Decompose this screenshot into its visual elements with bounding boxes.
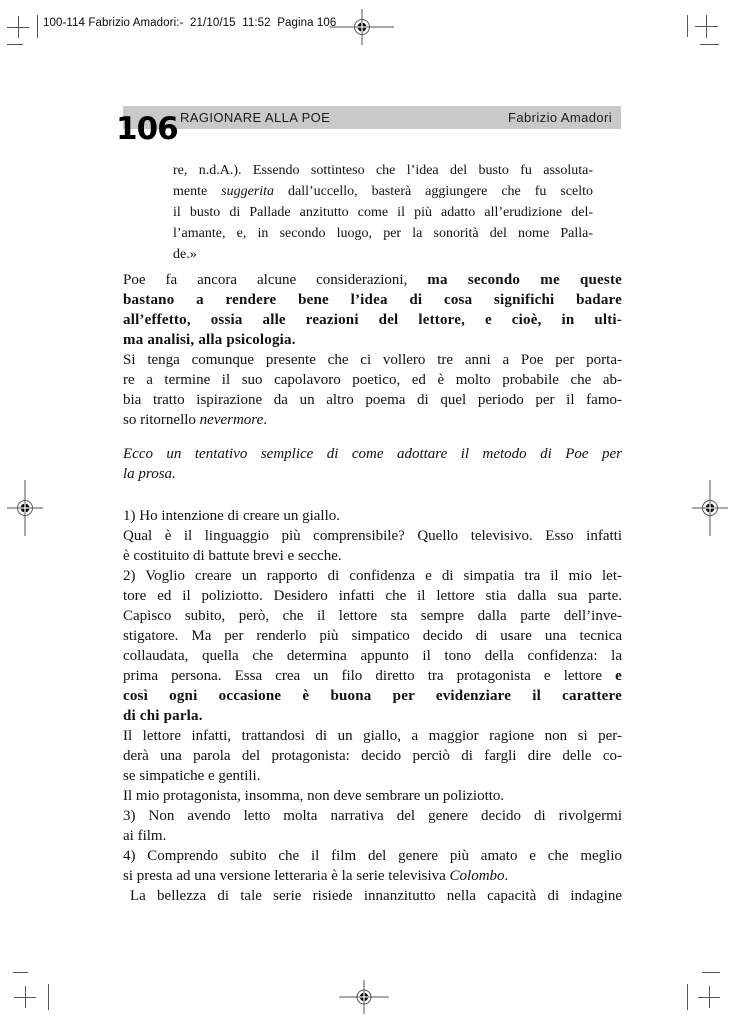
text-line: de.» xyxy=(173,247,197,262)
crop-mark-line xyxy=(13,972,28,973)
text-line: 1) Ho intenzione di creare un giallo. xyxy=(123,508,341,524)
text-line: bastano a rendere bene l’idea di cosa significhi badare xyxy=(123,292,622,308)
text-line: La bellezza di tale serie risiede innanzitutto nella capacità di indagine xyxy=(130,888,622,904)
text-line: si presta ad una versione letteraria è la serie televisiva Colombo. xyxy=(123,868,509,884)
body-text xyxy=(123,270,622,906)
text-line: mente suggerita dall’uccello, basterà aggiungere che fu scelto xyxy=(173,184,593,199)
crop-mark-slug-trim-line xyxy=(37,15,38,38)
crop-mark-line xyxy=(25,986,26,1008)
text-line: Il lettore infatti, trattandosi di un giallo, a maggior ragione non si per- xyxy=(123,728,622,744)
text-line: è costituito di battute brevi e secche. xyxy=(123,548,342,564)
text-line: derà una parola del protagonista: decido perciò di fargli dire delle co- xyxy=(123,748,622,764)
crop-mark-line xyxy=(709,986,710,1008)
text-line: 3) Non avendo letto molta narrativa del genere decido di rivolgermi xyxy=(123,808,622,824)
text-line: re a termine il suo capolavoro poetico, ed è molto probabile che ab- xyxy=(123,372,622,388)
slug-line: 100-114 Fabrizio Amadori:- 21/10/15 11:52 Pagina 106 xyxy=(43,17,337,29)
text-line: Ecco un tentativo semplice di come adottare il metodo di Poe per xyxy=(123,446,622,462)
registration-mark-right-middle-icon xyxy=(688,480,732,536)
running-header-bar xyxy=(123,106,621,129)
crop-mark-line xyxy=(687,984,688,1010)
page-number: 106 xyxy=(116,111,178,147)
text-line: l’amante, e, in secondo luogo, per la sonorità del nome Palla- xyxy=(173,226,593,241)
text-line: 2) Voglio creare un rapporto di confidenza e di simpatia tra il mio let- xyxy=(123,568,622,584)
text-line: di chi parla. xyxy=(123,708,203,724)
block-quote xyxy=(173,160,593,265)
blank-line xyxy=(123,484,622,506)
registration-mark-bottom-center-icon xyxy=(339,977,389,1017)
crop-mark-line xyxy=(18,16,19,38)
crop-mark-line xyxy=(702,972,720,973)
text-line: re, n.d.A.). Essendo sottinteso che l’idea del busto fu assoluta- xyxy=(173,163,593,178)
crop-mark-line xyxy=(706,15,707,38)
text-line: ma analisi, alla psicologia. xyxy=(123,332,296,348)
registration-mark-left-middle-icon xyxy=(3,480,47,536)
crop-mark-line xyxy=(7,44,23,45)
text-line: Capisco subito, però, che il lettore sta sempre dalla parte dell’inve- xyxy=(123,608,622,624)
crop-mark-line xyxy=(687,15,688,37)
text-line: Poe fa ancora alcune considerazioni, ma secondo me queste xyxy=(123,272,622,288)
text-line: così ogni occasione è buona per evidenziare il carattere xyxy=(123,688,622,704)
crop-mark-line xyxy=(700,44,719,45)
text-line: il busto di Pallade anzitutto come il più adatto all’erudizione del- xyxy=(173,205,593,220)
text-line: 4) Comprendo subito che il film del genere più amato e che meglio xyxy=(123,848,622,864)
text-line: se simpatiche e gentili. xyxy=(123,768,261,784)
text-line: Qual è il linguaggio più comprensibile? Quello televisivo. Esso infatti xyxy=(123,528,622,544)
crop-mark-line xyxy=(48,984,49,1010)
text-line: so ritornello nevermore. xyxy=(123,412,267,428)
text-line: tore ed il poliziotto. Desidero infatti che il lettore stia dalla sua parte. xyxy=(123,588,622,604)
text-line: collaudata, quella che determina appunto il tono della confidenza: la xyxy=(123,648,622,664)
running-header-title: RAGIONARE ALLA POE xyxy=(180,110,331,125)
text-line: all’effetto, ossia alle reazioni del lettore, e cioè, in ulti- xyxy=(123,312,622,328)
text-line: ai film. xyxy=(123,828,167,844)
text-line: bia tratto ispirazione da un altro poema di quel periodo per il famo- xyxy=(123,392,622,408)
running-header-author: Fabrizio Amadori xyxy=(508,110,612,125)
text-line: Il mio protagonista, insomma, non deve sembrare un poliziotto. xyxy=(123,788,505,804)
text-line: Si tenga comunque presente che ci vollero tre anni a Poe per porta- xyxy=(123,352,622,368)
text-line: prima persona. Essa crea un filo diretto tra protagonista e lettore e xyxy=(123,668,622,684)
blank-line xyxy=(123,430,622,444)
text-line: stigatore. Ma per renderlo più simpatico decido di usare una tecnica xyxy=(123,628,622,644)
text-line: la prosa. xyxy=(123,466,176,482)
registration-mark-top-center-icon xyxy=(330,5,394,49)
